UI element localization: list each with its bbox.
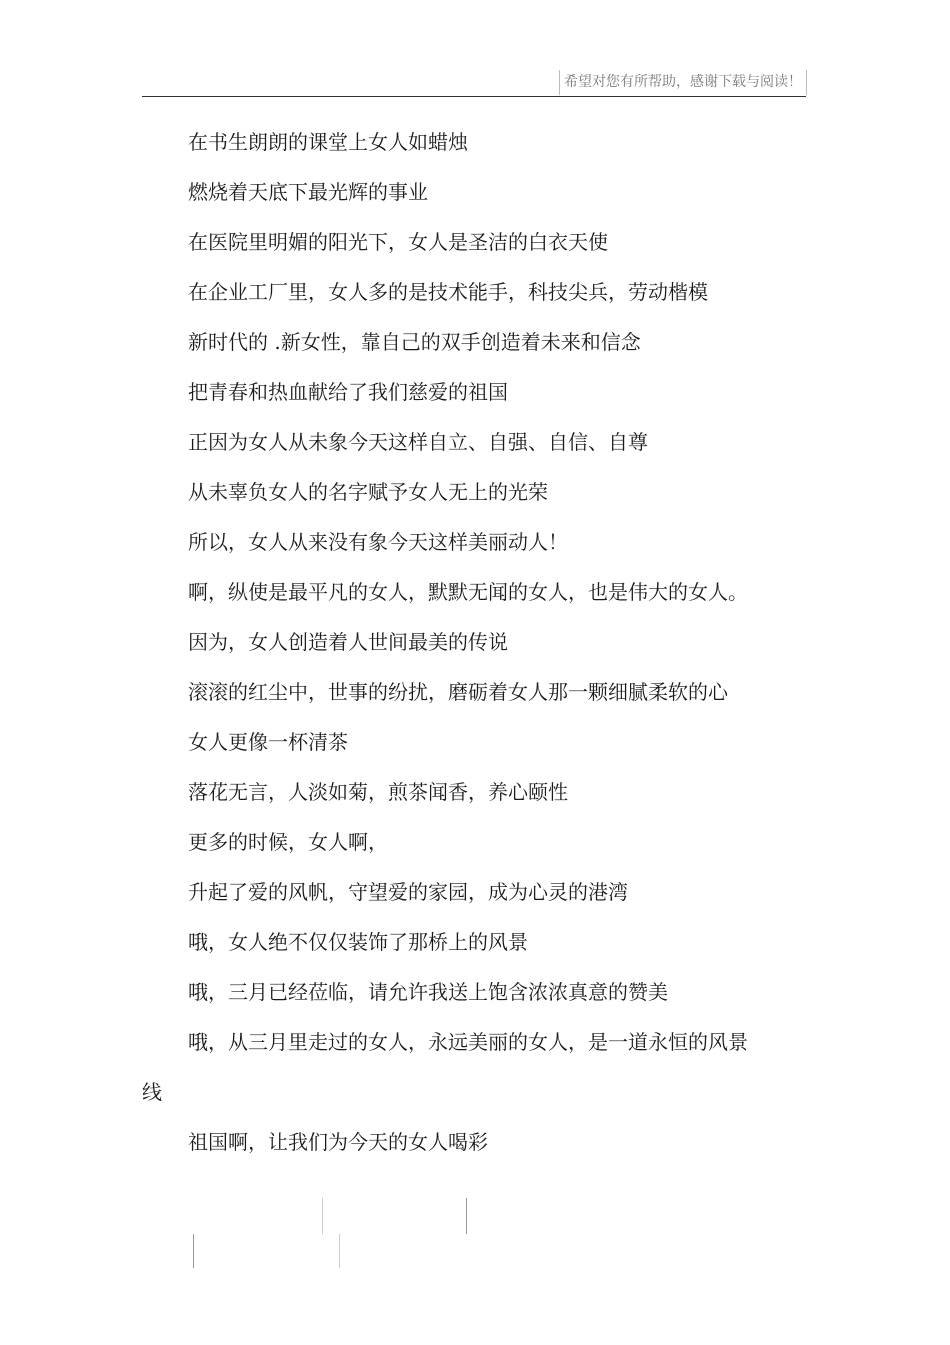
- poem-line: 哦，三月已经莅临，请允许我送上饱含浓浓真意的赞美: [188, 980, 668, 1004]
- table-border-fragment: [193, 1234, 194, 1268]
- poem-line: 滚滚的红尘中，世事的纷扰，磨砺着女人那一颗细腻柔软的心: [188, 680, 728, 704]
- poem-line-wrap: 线: [142, 1080, 162, 1104]
- poem-body: [142, 122, 806, 1172]
- poem-line: 正因为女人从未象今天这样自立、自强、自信、自尊: [188, 430, 648, 454]
- table-border-fragment: [339, 1234, 340, 1268]
- header-note: 希望对您有所帮助，感谢下载与阅读！: [559, 70, 807, 95]
- table-border-fragment: [466, 1198, 467, 1234]
- poem-line: 祖国啊，让我们为今天的女人喝彩: [188, 1130, 488, 1154]
- poem-line: 新时代的 .新女性，靠自己的双手创造着未来和信念: [188, 330, 641, 354]
- poem-line: 因为，女人创造着人世间最美的传说: [188, 630, 508, 654]
- header-rule: [142, 96, 806, 97]
- poem-line: 落花无言，人淡如菊，煎茶闻香，养心颐性: [188, 780, 568, 804]
- poem-line: 哦，从三月里走过的女人，永远美丽的女人，是一道永恒的风景: [188, 1030, 748, 1054]
- poem-line: 啊，纵使是最平凡的女人，默默无闻的女人，也是伟大的女人。: [188, 580, 748, 604]
- table-border-fragment: [322, 1198, 323, 1234]
- poem-line: 把青春和热血献给了我们慈爱的祖国: [188, 380, 508, 404]
- poem-line: 燃烧着天底下最光辉的事业: [188, 180, 428, 204]
- poem-line: 女人更像一杯清茶: [188, 730, 348, 754]
- poem-line: 更多的时候，女人啊，: [188, 830, 388, 854]
- poem-line: 从未辜负女人的名字赋予女人无上的光荣: [188, 480, 548, 504]
- poem-line: 哦，女人绝不仅仅装饰了那桥上的风景: [188, 930, 528, 954]
- poem-line: 所以，女人从来没有象今天这样美丽动人！: [188, 530, 568, 554]
- poem-line: 升起了爱的风帆，守望爱的家园，成为心灵的港湾: [188, 880, 628, 904]
- poem-line: 在企业工厂里，女人多的是技术能手，科技尖兵，劳动楷模: [188, 280, 708, 304]
- poem-line: 在医院里明媚的阳光下，女人是圣洁的白衣天使: [188, 230, 608, 254]
- poem-line: 在书生朗朗的课堂上女人如蜡烛: [188, 130, 468, 154]
